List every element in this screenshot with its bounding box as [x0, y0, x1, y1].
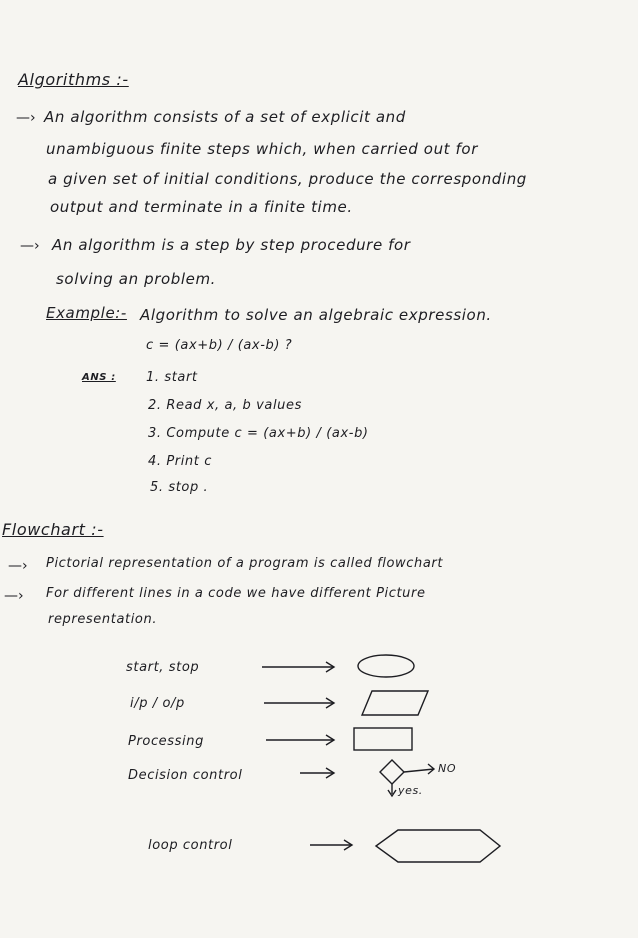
definition-line: solving an problem. [56, 270, 217, 288]
arrow-bullet-icon: —› [16, 110, 36, 126]
definition-line: An algorithm consists of a set of explicit and [44, 108, 406, 126]
arrow-icon [300, 768, 334, 778]
decision-diamond-shape [380, 760, 404, 784]
flowchart-line: Pictorial representation of a program is called flowchart [46, 556, 444, 571]
terminal-oval-shape [358, 655, 414, 677]
example-text: Algorithm to solve an algebraic expression. [140, 306, 492, 324]
flowchart-line: For different lines in a code we have different Picture [46, 586, 426, 601]
decision-yes-label: yes. [398, 784, 423, 797]
arrow-icon [310, 840, 352, 850]
io-parallelogram-shape [362, 691, 428, 715]
arrow-icon [262, 662, 334, 672]
decision-no-label: NO [438, 762, 457, 775]
definition-line: An algorithm is a step by step procedure for [52, 236, 411, 254]
step: 5. stop . [150, 480, 209, 495]
loop-hexagon-shape [376, 830, 500, 862]
arrow-bullet-icon: —› [4, 588, 24, 604]
flowchart-line: representation. [48, 612, 158, 627]
step: 3. Compute c = (ax+b) / (ax-b) [148, 426, 369, 441]
ans-label: ANS : [82, 372, 116, 383]
definition-line: a given set of initial conditions, produce the corresponding [48, 170, 527, 188]
step: 4. Print c [148, 454, 212, 469]
symbol-label-decision: Decision control [128, 768, 243, 783]
flowchart-heading: Flowchart :- [2, 520, 104, 539]
process-rectangle-shape [354, 728, 412, 750]
arrow-icon [264, 698, 334, 708]
algorithms-heading: Algorithms :- [18, 70, 129, 89]
arrow-bullet-icon: —› [20, 238, 40, 254]
arrow-icon [266, 735, 334, 745]
symbol-label-loop: loop control [148, 838, 233, 853]
definition-line: unambiguous finite steps which, when carried out for [46, 140, 478, 158]
symbol-label-start-stop: start, stop [126, 660, 200, 675]
definition-line: output and terminate in a finite time. [50, 198, 353, 216]
step: 1. start [146, 370, 198, 385]
arrow-bullet-icon: —› [8, 558, 28, 574]
example-label: Example:- [46, 304, 127, 322]
symbol-label-processing: Processing [128, 734, 204, 749]
expression: c = (ax+b) / (ax-b) ? [146, 338, 293, 353]
step: 2. Read x, a, b values [148, 398, 302, 413]
symbol-label-io: i/p / o/p [130, 696, 185, 711]
